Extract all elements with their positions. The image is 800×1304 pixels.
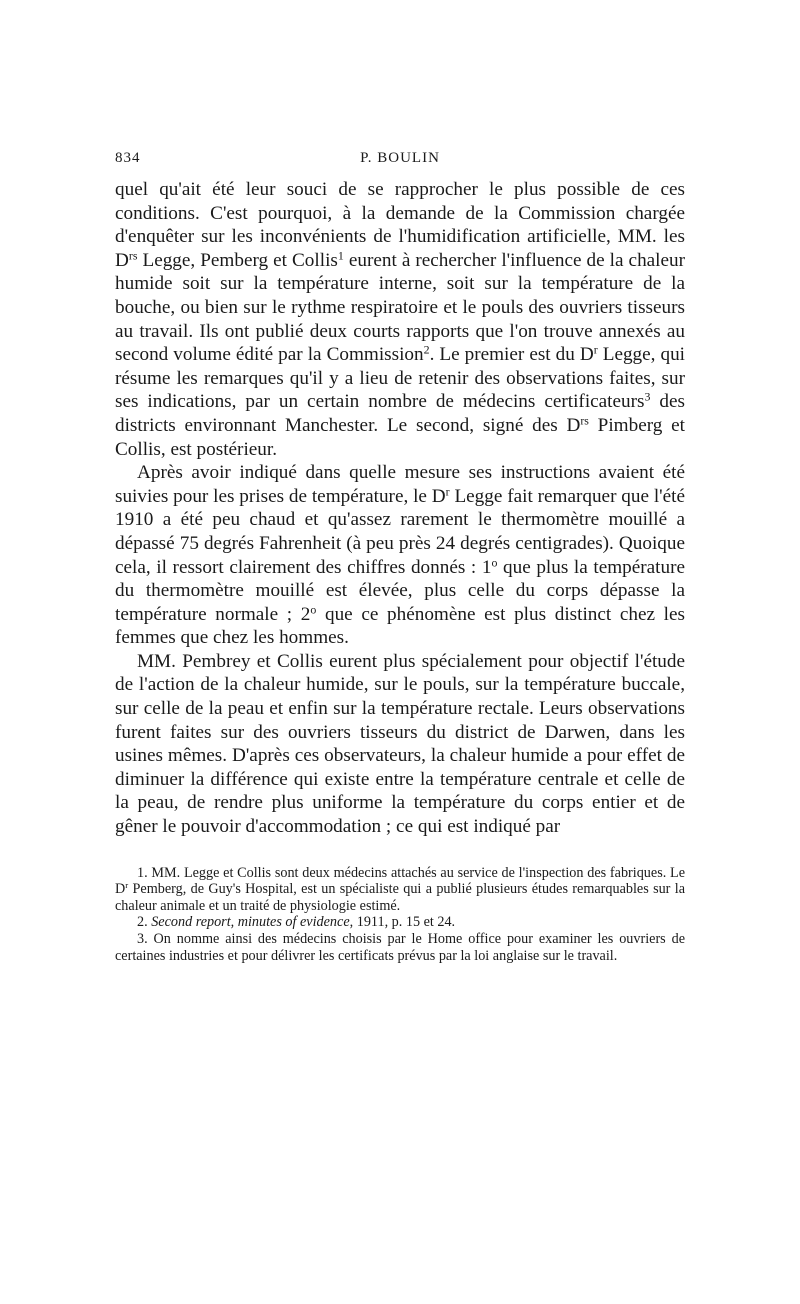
paragraph-2 <box>115 461 685 650</box>
running-head <box>115 140 685 178</box>
footnote-ref-2: 2 <box>423 342 430 357</box>
book-page <box>115 140 685 964</box>
footnotes <box>115 865 685 965</box>
text-run: que ce phénomène est plus distinct chez les femmes que chez les hommes. <box>115 603 685 649</box>
text-run: Pimberg et Collis, est postérieur. <box>115 414 685 460</box>
text-run: , 1911, p. 15 et 24. <box>349 914 456 931</box>
footnote-number: 2. <box>137 914 152 931</box>
text-run: quel qu'ait été leur souci de se rapprocher le plus possible de ces conditions. C'est pourquoi, à la demande de la Commission chargée d'enquêter sur les inconvénients de l'humidification artificielle, MM. les D <box>115 179 685 271</box>
superscript: rs <box>128 248 138 263</box>
text-run: que plus la température du thermomètre mouillé est élevée, plus celle du corps dépasse la température normale ; 2 <box>115 556 685 625</box>
text-run: des districts environnant Manchester. Le second, signé des D <box>115 391 685 436</box>
text-run: Legge, Pemberg et Collis <box>137 249 338 271</box>
footnote-2 <box>115 914 685 931</box>
paragraph-1 <box>115 178 685 461</box>
text-run: eurent à rechercher l'influence de la chaleur humide soit sur la température interne, soit sur la température de la bouche, ou bien sur le rythme respiratoire et le pouls des ouvriers tisseurs au travail. Ils ont publié deux courts rapports que l'on trouve annexés au second volume édité par la Commission <box>115 249 686 366</box>
text-run: Pemberg, de Guy's Hospital, est un spécialiste qui a publié plusieurs études remarquables sur la chaleur animale et un traité de physiologie estimé. <box>115 881 685 914</box>
running-head-author: P. BOULIN <box>360 150 440 166</box>
ordinal-superscript: o <box>491 554 498 569</box>
footnote-ref-1: 1 <box>337 248 344 263</box>
text-run: Legge fait remarquer que l'été 1910 a été peu chaud et qu'assez rarement le thermomètre mouillé a dépassé 75 degrés Fahrenheit (à peu près 24 degrés centigrades). Quoique cela, il ressort clairement des chiffres donnés : 1 <box>115 485 685 578</box>
footnote-3: 3. On nomme ainsi des médecins choisis par le Home office pour examiner les ouvriers de certaines industries et pour délivrer les certificats prévus par la loi anglaise sur le travail. <box>115 931 685 964</box>
ordinal-superscript: o <box>310 602 317 617</box>
footnote-1 <box>115 865 685 915</box>
text-run: Après avoir indiqué dans quelle mesure ses instructions avaient été suivies pour les prises de température, le D <box>115 462 685 507</box>
body-text <box>115 178 685 839</box>
footnote-ref-3: 3 <box>644 389 651 404</box>
page-number: 834 <box>115 150 141 166</box>
paragraph-3: MM. Pembrey et Collis eurent plus spécialement pour objectif l'étude de l'action de la chaleur humide, sur le pouls, sur la température buccale, sur celle de la peau et enfin sur la température rectale. Leurs observations furent faites sur des ouvriers tisseurs du district de Darwen, dans les usines mêmes. D'après ces observateurs, la chaleur humide a pour effet de diminuer la différence qui existe entre la température centrale et celle de la peau, de rendre plus uniforme la température du corps entier et de gêner le pouvoir d'accommodation ; ce qui est indiqué par <box>115 650 685 838</box>
cited-title: Second report, minutes of evidence <box>151 914 350 931</box>
text-run: Legge, qui résume les remarques qu'il y a lieu de retenir des observations faites, sur ses indications, par un certain nombre de médecins certificateurs <box>115 344 686 413</box>
text-run: 1. MM. Legge et Collis sont deux médecins attachés au service de l'inspection des fabriques. Le D <box>115 864 685 898</box>
superscript: rs <box>580 413 589 428</box>
text-run: . Le premier est du D <box>429 344 594 366</box>
superscript: r <box>593 342 598 357</box>
superscript: r <box>445 484 450 499</box>
superscript: r <box>125 880 129 891</box>
